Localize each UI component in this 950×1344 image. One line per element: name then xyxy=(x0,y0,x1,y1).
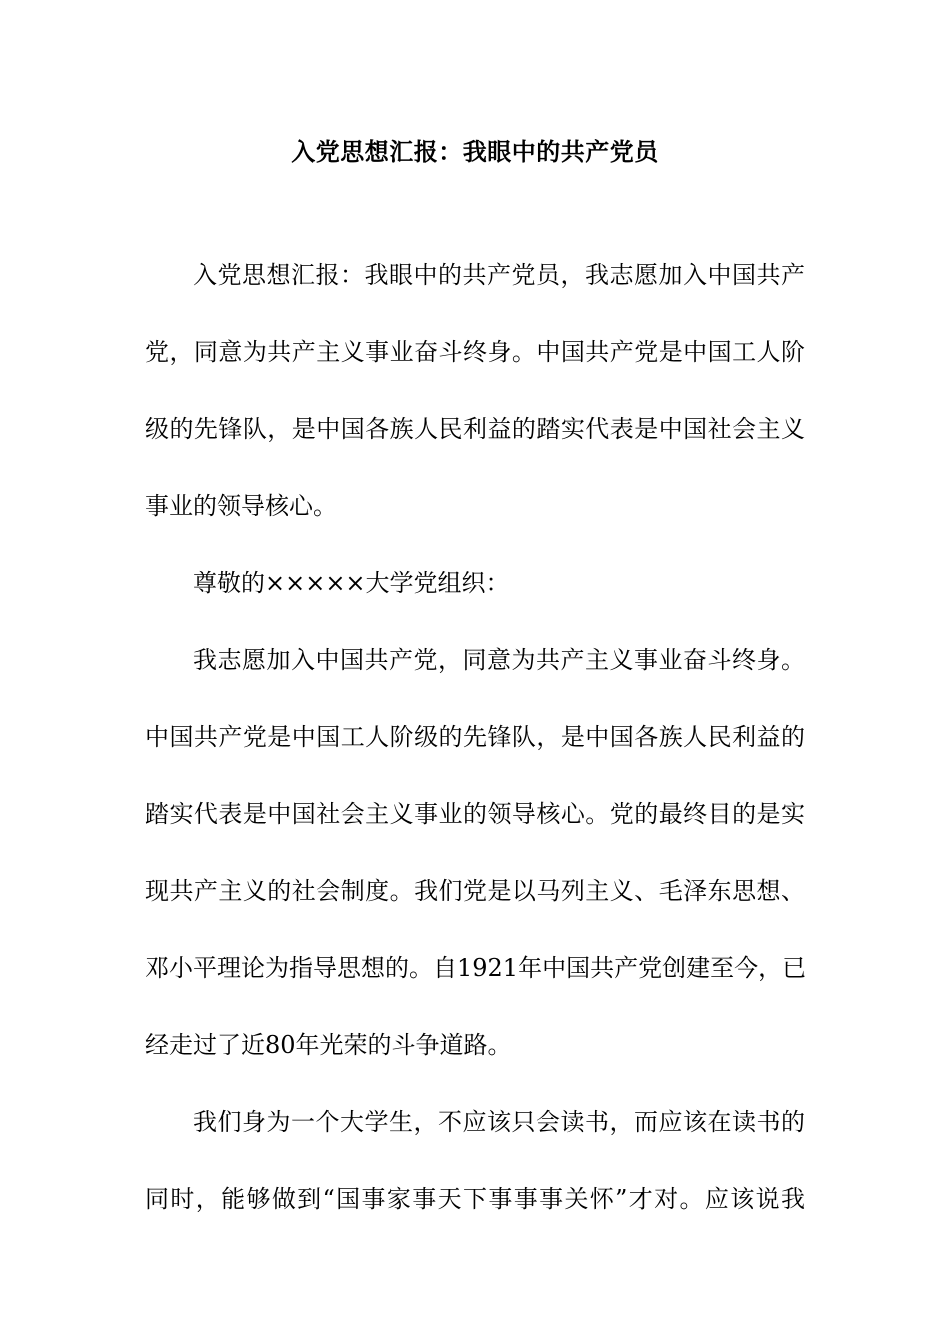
paragraph-line: 同时，能够做到“国事家事天下事事事关怀”才对。应该说我 xyxy=(145,1185,805,1213)
paragraph-line: 经走过了近80年光荣的斗争道路。 xyxy=(145,1031,512,1059)
paragraph-line: 邓小平理论为指导思想的。自1921年中国共产党创建至今，已 xyxy=(145,954,807,982)
paragraph-line: 踏实代表是中国社会主义事业的领导核心。党的最终目的是实 xyxy=(145,800,805,828)
paragraph-line: 事业的领导核心。 xyxy=(145,492,337,520)
document-title: 入党思想汇报：我眼中的共产党员 xyxy=(291,137,659,166)
paragraph-line: 我们身为一个大学生，不应该只会读书，而应该在读书的 xyxy=(193,1108,805,1136)
paragraph-line: 级的先锋队，是中国各族人民利益的踏实代表是中国社会主义 xyxy=(145,415,805,443)
paragraph-line: 入党思想汇报：我眼中的共产党员，我志愿加入中国共产 xyxy=(193,261,805,289)
salutation-line: 尊敬的×××××大学党组织： xyxy=(193,569,510,597)
paragraph-line: 党，同意为共产主义事业奋斗终身。中国共产党是中国工人阶 xyxy=(145,338,805,366)
paragraph-line: 我志愿加入中国共产党，同意为共产主义事业奋斗终身。 xyxy=(193,646,805,674)
paragraph-line: 中国共产党是中国工人阶级的先锋队，是中国各族人民利益的 xyxy=(145,723,805,751)
document-body xyxy=(145,256,805,1257)
paragraph-line: 现共产主义的社会制度。我们党是以马列主义、毛泽东思想、 xyxy=(145,877,805,905)
